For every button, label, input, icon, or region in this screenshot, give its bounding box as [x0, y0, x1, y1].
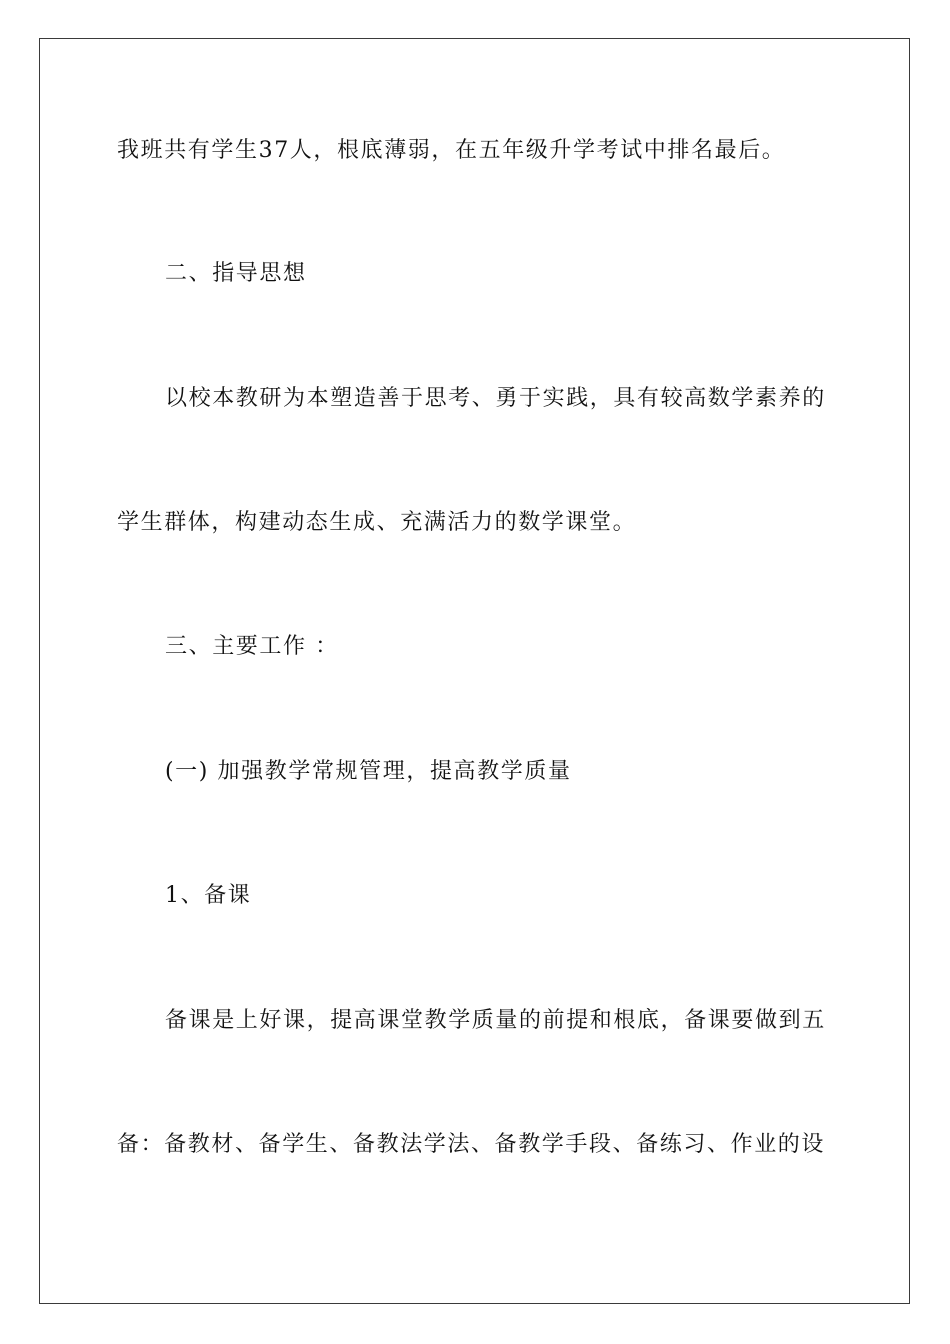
paragraph-guiding-thought-line2: 学生群体，构建动态生成、充满活力的数学课堂。 [117, 510, 637, 535]
paragraph-lesson-prep-line1: 备课是上好课，提高课堂教学质量的前提和根底，备课要做到五 [165, 1008, 826, 1033]
subheading-teaching-management: (一) 加强教学常规管理，提高教学质量 [165, 759, 572, 784]
heading-main-work: 三、主要工作 ： [165, 634, 339, 659]
paragraph-lesson-prep-line2: 备：备教材、备学生、备教法学法、备教学手段、备练习、作业的设 [117, 1132, 826, 1157]
heading-guiding-thought: 二、指导思想 [165, 261, 307, 286]
paragraph-class-overview: 我班共有学生37人，根底薄弱，在五年级升学考试中排名最后。 [117, 138, 786, 163]
page-border [39, 38, 910, 1304]
item-lesson-preparation: 1、备课 [165, 883, 252, 908]
paragraph-guiding-thought-line1: 以校本教研为本塑造善于思考、勇于实践，具有较高数学素养的 [165, 386, 826, 411]
